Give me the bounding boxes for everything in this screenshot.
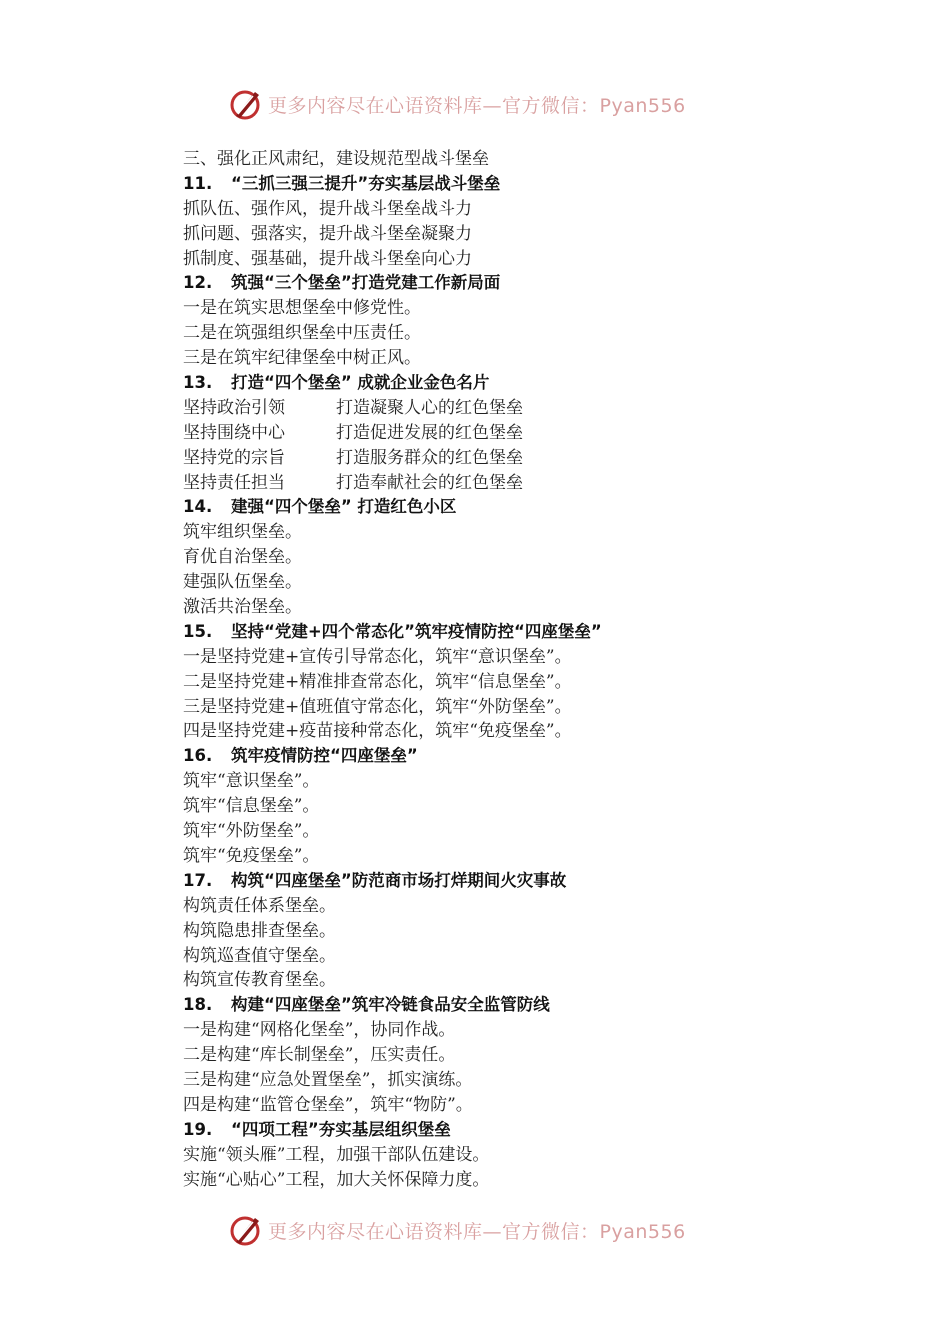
body-line: 筑牢“外防堡垒”。 [183,821,320,842]
section-heading [183,993,803,1018]
body-line: 二是坚持党建+精准排查常态化，筑牢“信息堡垒”。 [183,671,572,692]
heading-number: 13. [183,373,213,393]
body-line: 建强队伍堡垒。 [183,572,302,593]
pair-right-text: 打造促进发展的红色堡垒 [336,422,523,443]
body-line: 构筑巡查值守堡垒。 [183,945,336,966]
pair-left-text: 坚持政治引领 [183,397,285,418]
heading-number: 17. [183,870,213,890]
heading-text: 坚持“党建+四个常态化”筑牢疫情防控“四座堡垒” [231,621,602,641]
heading-number: 16. [183,746,213,766]
body-line: 二是在筑强组织堡垒中压责任。 [183,323,421,344]
body-line: 筑牢组织堡垒。 [183,522,302,543]
body-line: 二是构建“库长制堡垒”，压实责任。 [183,1045,456,1066]
heading-text: 构建“四座堡垒”筑牢冷链食品安全监管防线 [231,995,550,1015]
pair-right-text: 打造凝聚人心的红色堡垒 [336,397,523,418]
paired-line [183,396,803,421]
watermark-text: 更多内容尽在心语资料库—官方微信：Pyan556 [268,1220,686,1243]
section-heading [183,172,803,197]
body-line: 一是坚持党建+宣传引导常态化，筑牢“意识堡垒”。 [183,646,572,667]
heading-text: 筑牢疫情防控“四座堡垒” [231,746,418,766]
heading-text: 构筑“四座堡垒”防范商市场打烊期间火灾事故 [231,870,567,890]
body-line: 构筑隐患排查堡垒。 [183,920,336,941]
heading-text: “四项工程”夯实基层组织堡垒 [231,1119,451,1139]
pair-left-text: 坚持党的宗旨 [183,447,285,468]
section-heading [183,271,803,296]
body-line: 实施“领头雁”工程，加强干部队伍建设。 [183,1144,490,1165]
heading-number: 14. [183,497,213,517]
quill-logo-icon [228,1212,264,1248]
body-line: 构筑责任体系堡垒。 [183,895,336,916]
section-heading [183,869,803,894]
heading-number: 19. [183,1119,213,1139]
body-line: 实施“心贴心”工程，加大关怀保障力度。 [183,1169,490,1190]
body-line: 筑牢“免疫堡垒”。 [183,845,320,866]
heading-number: 15. [183,621,213,641]
body-line: 抓队伍、强作风，提升战斗堡垒战斗力 [183,198,472,219]
section-heading [183,495,803,520]
watermark-text: 更多内容尽在心语资料库—官方微信：Pyan556 [268,94,686,117]
heading-number: 11. [183,173,213,193]
body-line: 一是构建“网格化堡垒”，协同作战。 [183,1020,456,1041]
paired-line [183,421,803,446]
heading-text: “三抓三强三提升”夯实基层战斗堡垒 [231,173,501,193]
header-watermark [228,86,728,122]
pair-right-text: 打造奉献社会的红色堡垒 [336,472,523,493]
body-line: 激活共治堡垒。 [183,597,302,618]
body-line: 四是坚持党建+疫苗接种常态化，筑牢“免疫堡垒”。 [183,721,572,742]
heading-number: 18. [183,995,213,1015]
body-line: 筑牢“信息堡垒”。 [183,796,320,817]
section-heading [183,620,803,645]
body-line: 一是在筑实思想堡垒中修党性。 [183,298,421,319]
body-line: 筑牢“意识堡垒”。 [183,771,320,792]
paired-line [183,446,803,471]
body-line: 构筑宣传教育堡垒。 [183,970,336,991]
body-line: 三是坚持党建+值班值守常态化，筑牢“外防堡垒”。 [183,696,572,717]
body-line: 抓问题、强落实，提升战斗堡垒凝聚力 [183,223,472,244]
heading-number: 12. [183,273,213,293]
heading-text: 打造“四个堡垒” 成就企业金色名片 [231,373,490,393]
body-line: 育优自治堡垒。 [183,547,302,568]
body-line: 三是在筑牢纪律堡垒中树正风。 [183,348,421,369]
body-line: 三是构建“应急处置堡垒”，抓实演练。 [183,1069,473,1090]
paired-line [183,471,803,496]
pair-left-text: 坚持围绕中心 [183,422,285,443]
heading-text: 筑强“三个堡垒”打造党建工作新局面 [231,273,501,293]
heading-text: 建强“四个堡垒” 打造红色小区 [231,497,457,517]
body-line: 三、强化正风肃纪，建设规范型战斗堡垒 [183,149,489,169]
pair-right-text: 打造服务群众的红色堡垒 [336,447,523,468]
document-body [183,147,803,1192]
section-heading [183,1118,803,1143]
section-heading [183,744,803,769]
section-heading [183,371,803,396]
body-line: 四是构建“监管仓堡垒”，筑牢“物防”。 [183,1094,473,1115]
quill-logo-icon [228,86,264,122]
pair-left-text: 坚持责任担当 [183,472,285,493]
body-line: 抓制度、强基础，提升战斗堡垒向心力 [183,248,472,269]
footer-watermark [228,1212,728,1248]
